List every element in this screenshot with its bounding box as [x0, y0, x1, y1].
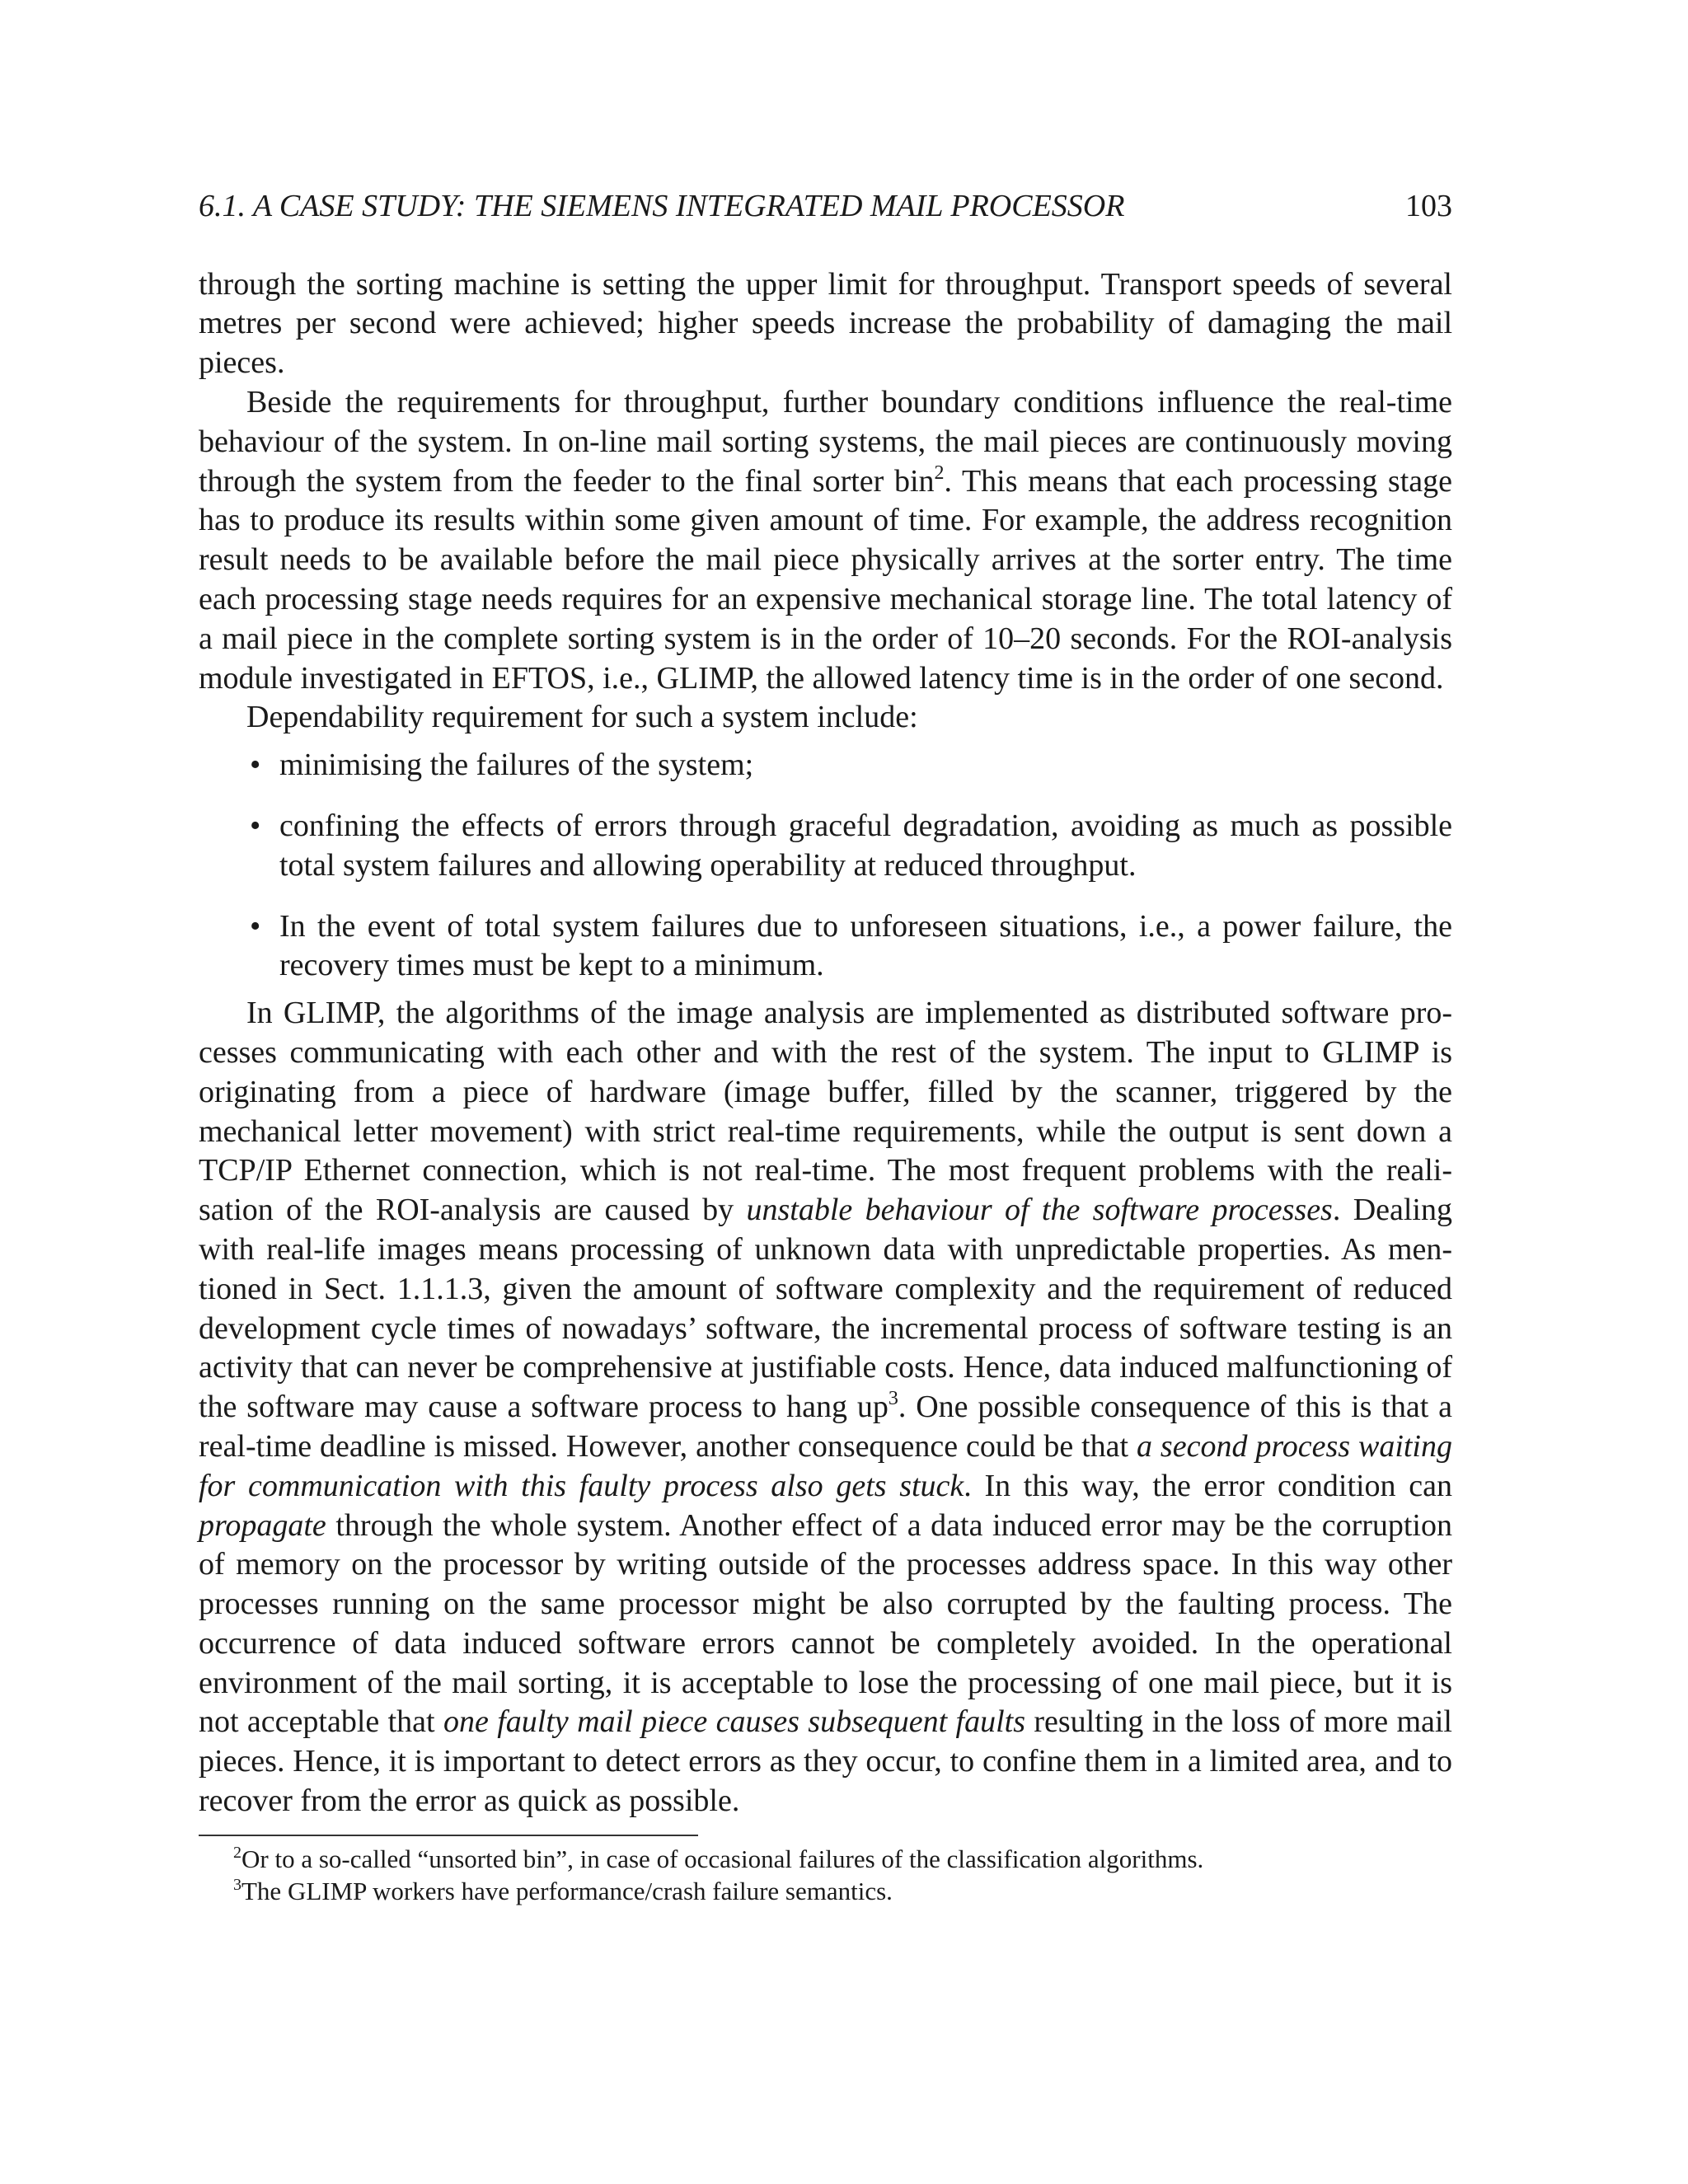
paragraph-4-emphasis-2: a second process waiting for communication with this faulty process also gets stuck: [199, 1428, 1452, 1503]
footnotes: [199, 1843, 1452, 1907]
page: [199, 188, 1452, 1907]
paragraph-4-emphasis-3: propagate: [199, 1507, 326, 1543]
list-item-text: In the event of total system failures due to unforeseen situations, i.e., a power failure, the recovery times must be kept to a minimum.: [279, 908, 1452, 983]
footnote-divider: [199, 1835, 698, 1836]
paragraph-2-text-b: . This means that each processing stage has to produce its results within some given amount of time. For example, the address recognition result needs to be available before the mail piece physically arrives at the sorter entry. The time each processing stage needs requires for an expensive mechanical storage line. The total latency of a mail piece in the complete sorting system is in the order of 10–20 seconds. For the ROI-analysis module investigated in EFTOS, i.e., GLIMP, the allowed latency time is in the order of one second.: [199, 463, 1452, 696]
chapter-section-title: 6.1. A CASE STUDY: THE SIEMENS INTEGRATED MAIL PROCESSOR: [199, 189, 1125, 223]
paragraph-4: [199, 994, 1452, 1821]
paragraph-2: [199, 383, 1452, 698]
list-item: [250, 907, 1452, 987]
footnote-2: [199, 1843, 1452, 1875]
paragraph-4-text-c: . One possible consequence of this is that a real-time deadline is missed. However, another consequence could be that: [199, 1390, 1452, 1464]
list-item: [250, 807, 1452, 886]
footnote-3: [199, 1875, 1452, 1907]
paragraph-4-emphasis-4: one faulty mail piece causes subsequent faults: [443, 1704, 1025, 1740]
footnote-text: The GLIMP workers have performance/crash failure semantics.: [241, 1876, 893, 1905]
requirements-list: [199, 746, 1452, 986]
paragraph-1: through the sorting machine is setting the upper limit for throughput. Transport speeds of several metres per second were achieved; higher speeds increase the probability of damaging the mail pieces.: [199, 266, 1452, 381]
footnote-mark: 2: [233, 1843, 241, 1862]
paragraph-4-text-f: resulting in the loss of more mail pieces. Hence, it is important to detect errors as they occur, to confine them in a limited area, and to recover from the error as quick as possible.: [199, 1704, 1452, 1819]
bullet-icon: •: [250, 908, 261, 944]
paragraph-3: Dependability requirement for such a system include:: [246, 700, 918, 735]
footnote-mark: 3: [233, 1875, 241, 1894]
list-item-text: minimising the failures of the system;: [279, 748, 754, 783]
bullet-icon: •: [250, 748, 261, 783]
body-text: [199, 265, 1452, 1821]
paragraph-4-text-e: through the whole system. Another effect of a data induced error may be the corruption of memory on the processor by writing outside of the processes address space. In this way other processes running on the same processor might be also corrupted by the faulting process. The occurrence of data induced software errors cannot be completely avoided. In the operational environment of the mail sorting, it is acceptable to lose the processing of one mail piece, but it is not acceptable that: [199, 1507, 1452, 1740]
footnote-text: Or to a so-called “unsorted bin”, in case of occasional failures of the classification algorithms.: [241, 1844, 1204, 1873]
paragraph-4-emphasis-1: unstable behaviour of the software processes: [746, 1193, 1333, 1228]
list-item-text: confining the effects of errors through graceful degradation, avoiding as much as possible total system failures and allowing operability at reduced throughput.: [279, 808, 1452, 883]
paragraph-4-text-a: In GLIMP, the algorithms of the image analysis are implemented as distributed software processes communicating with each other and with the rest of the system. The input to GLIMP is originating from a piece of hardware (image buffer, filled by the scanner, triggered by the mechanical letter movement) with strict real-time requirements, while the output is sent down a TCP/IP Ethernet connection, which is not real-time. The most frequent problems with the realisation of the ROI-analysis are caused by: [199, 996, 1452, 1228]
footnote-ref-3: 3: [888, 1388, 898, 1410]
paragraph-4-text-b: . Dealing with real-life images means processing of unknown data with unpredictable properties. As mentioned in Sect. 1.1.1.3, given the amount of software complexity and the requirement of reduced development cycle times of nowadays’ software, the incremental process of software testing is an activity that can never be comprehensive at justifiable costs. Hence, data induced malfunctioning of the software may cause a software process to hang up: [199, 1193, 1452, 1425]
bullet-icon: •: [250, 808, 261, 843]
page-number: 103: [1405, 189, 1452, 223]
running-header: [199, 188, 1452, 226]
list-item: [250, 746, 1452, 785]
footnote-ref-2: 2: [934, 462, 945, 484]
paragraph-4-text-d: . In this way, the error condition can: [964, 1468, 1452, 1503]
paragraph-2-text-a: Beside the requirements for throughput, further boundary conditions influence the real-time behaviour of the system. In on-line mail sorting systems, the mail pieces are continuously moving through the system from the feeder to the final sorter bin: [199, 384, 1452, 499]
